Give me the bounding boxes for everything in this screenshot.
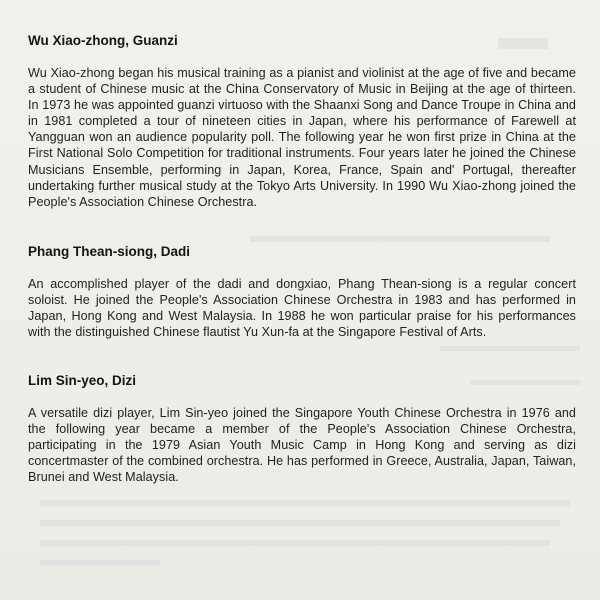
biography-wu-xiao-zhong (28, 33, 576, 210)
show-through-mark (250, 236, 550, 242)
biography-text: An accomplished player of the dadi and dongxiao, Phang Thean-siong is a regular concert soloist. He joined the People's Association Chinese Orchestra in 1983 and has performed in Japan, Hong Kong and West Malaysia. In 1988 he won particular praise for his performances with the distinguished Chinese flautist Yu Xun-fa at the Singapore Festival of Arts. (28, 277, 576, 340)
show-through-mark (40, 540, 550, 546)
show-through-mark (440, 346, 580, 351)
biography-phang-thean-siong (28, 244, 576, 340)
biography-heading: Lim Sin-yeo, Dizi (28, 373, 137, 388)
show-through-mark (40, 560, 160, 566)
biography-lim-sin-yeo (28, 373, 576, 485)
biography-text: Wu Xiao-zhong began his musical training as a pianist and violinist at the age of five and became a student of Chinese music at the China Conservatory of Music in Beijing at the age of thirteen. In 1973 he was appointed guanzi virtuoso with the Shaanxi Song and Dance Troupe in China and in 1981 completed a tour of nineteen cities in Japan, where his performance of Farewell at Yangguan won an audience popularity poll. The following year he won first prize in China at the First National Solo Competition for traditional instruments. Four years later he joined the Chinese Musicians Ensemble, performing in Japan, Korea, France, Spain and' Portugal, thereafter undertaking further musical study at the Tokyo Arts University. In 1990 Wu Xiao-zhong joined the People's Association Chinese Orchestra. (28, 66, 576, 209)
biography-heading: Wu Xiao-zhong, Guanzi (28, 33, 178, 48)
show-through-mark (40, 520, 560, 526)
biography-heading: Phang Thean-siong, Dadi (28, 244, 191, 259)
biography-text: A versatile dizi player, Lim Sin-yeo joined the Singapore Youth Chinese Orchestra in 1976 and the following year became a member of the People's Association Chinese Orchestra, participating in the 1979 Asian Youth Music Camp in Hong Kong and serving as dizi concertmaster of the combined orchestra. He has performed in Greece, Australia, Japan, Taiwan, Brunei and West Malaysia. (28, 406, 576, 485)
show-through-mark (40, 500, 570, 506)
